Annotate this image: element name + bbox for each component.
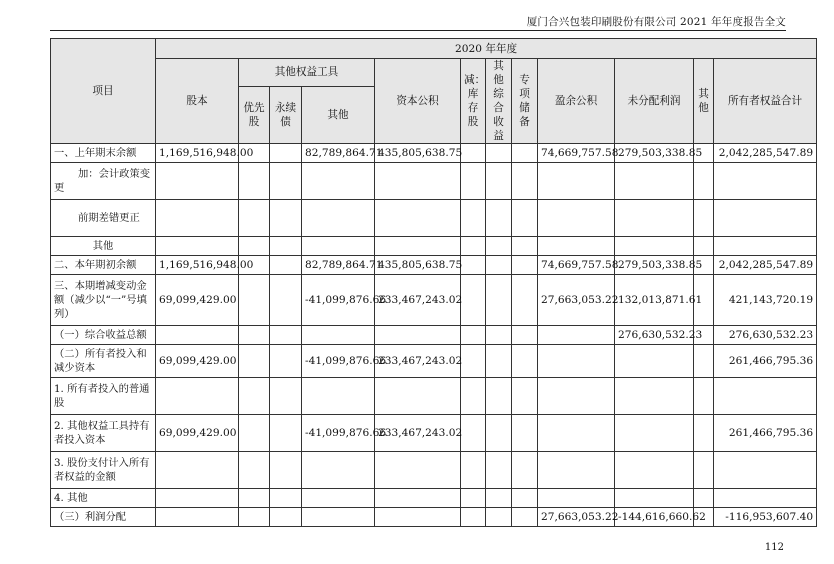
table-row bbox=[51, 508, 817, 527]
cell-treasury bbox=[461, 144, 486, 163]
cell-perpetual bbox=[270, 163, 302, 200]
cell-oci bbox=[486, 345, 512, 378]
cell-retained bbox=[615, 237, 694, 256]
year-title: 2020 年年度 bbox=[156, 39, 817, 59]
col-retained: 未分配利润 bbox=[615, 59, 694, 144]
cell-retained bbox=[615, 489, 694, 508]
cell-special bbox=[512, 508, 538, 527]
cell-capital-reserve bbox=[375, 163, 461, 200]
cell-oci bbox=[486, 275, 512, 326]
cell-other bbox=[694, 200, 714, 237]
cell-capital bbox=[156, 489, 239, 508]
page-number: 112 bbox=[764, 542, 784, 553]
cell-treasury bbox=[461, 378, 486, 415]
cell-other bbox=[694, 237, 714, 256]
cell-oci bbox=[486, 508, 512, 527]
cell-oci bbox=[486, 144, 512, 163]
row-label: 4. 其他 bbox=[51, 489, 156, 508]
cell-surplus bbox=[538, 489, 615, 508]
cell-special bbox=[512, 144, 538, 163]
row-label: （三）利润分配 bbox=[51, 508, 156, 527]
cell-other-equity-other: 82,789,864.71 bbox=[302, 256, 375, 275]
cell-capital bbox=[156, 452, 239, 489]
table-row bbox=[51, 275, 817, 326]
cell-retained: 276,630,532.23 bbox=[615, 326, 694, 345]
cell-perpetual bbox=[270, 256, 302, 275]
cell-special bbox=[512, 256, 538, 275]
cell-other-equity-other bbox=[302, 378, 375, 415]
col-perpetual: 永续债 bbox=[270, 86, 302, 143]
cell-capital-reserve: 435,805,638.75 bbox=[375, 144, 461, 163]
cell-capital-reserve: 233,467,243.02 bbox=[375, 275, 461, 326]
cell-oci bbox=[486, 237, 512, 256]
table-row bbox=[51, 489, 817, 508]
cell-retained: 279,503,338.85 bbox=[615, 144, 694, 163]
cell-other-equity-other: -41,099,876.66 bbox=[302, 345, 375, 378]
cell-other-equity-other bbox=[302, 508, 375, 527]
cell-other bbox=[694, 415, 714, 452]
cell-total bbox=[714, 378, 817, 415]
row-label: 3. 股份支付计入所有者权益的金额 bbox=[51, 452, 156, 489]
cell-special bbox=[512, 200, 538, 237]
cell-oci bbox=[486, 326, 512, 345]
cell-perpetual bbox=[270, 237, 302, 256]
cell-treasury bbox=[461, 345, 486, 378]
cell-retained: 279,503,338.85 bbox=[615, 256, 694, 275]
cell-perpetual bbox=[270, 508, 302, 527]
cell-surplus: 74,669,757.58 bbox=[538, 144, 615, 163]
cell-total: 276,630,532.23 bbox=[714, 326, 817, 345]
cell-other-equity-other: -41,099,876.66 bbox=[302, 415, 375, 452]
cell-special bbox=[512, 452, 538, 489]
row-label: 一、上年期末余额 bbox=[51, 144, 156, 163]
cell-other bbox=[694, 489, 714, 508]
table-row bbox=[51, 452, 817, 489]
cell-other-equity-other: 82,789,864.71 bbox=[302, 144, 375, 163]
cell-preferred bbox=[239, 378, 270, 415]
cell-treasury bbox=[461, 275, 486, 326]
cell-total bbox=[714, 237, 817, 256]
row-label: 三、本期增减变动金额（减少以“一”号填列） bbox=[51, 275, 156, 326]
cell-capital: 1,169,516,948.00 bbox=[156, 256, 239, 275]
cell-retained: 132,013,871.61 bbox=[615, 275, 694, 326]
cell-retained bbox=[615, 345, 694, 378]
cell-other-equity-other bbox=[302, 326, 375, 345]
cell-preferred bbox=[239, 415, 270, 452]
cell-surplus bbox=[538, 378, 615, 415]
col-total: 所有者权益合计 bbox=[714, 59, 817, 144]
cell-treasury bbox=[461, 452, 486, 489]
cell-other bbox=[694, 163, 714, 200]
cell-other-equity-other bbox=[302, 200, 375, 237]
cell-surplus bbox=[538, 452, 615, 489]
cell-surplus bbox=[538, 345, 615, 378]
cell-retained bbox=[615, 452, 694, 489]
cell-preferred bbox=[239, 200, 270, 237]
cell-other bbox=[694, 378, 714, 415]
cell-capital-reserve bbox=[375, 508, 461, 527]
cell-oci bbox=[486, 200, 512, 237]
cell-preferred bbox=[239, 275, 270, 326]
item-header: 项目 bbox=[51, 39, 156, 144]
cell-capital-reserve bbox=[375, 237, 461, 256]
cell-oci bbox=[486, 489, 512, 508]
cell-capital-reserve: 233,467,243.02 bbox=[375, 345, 461, 378]
cell-special bbox=[512, 326, 538, 345]
table-row bbox=[51, 237, 817, 256]
cell-oci bbox=[486, 163, 512, 200]
cell-retained bbox=[615, 415, 694, 452]
cell-preferred bbox=[239, 163, 270, 200]
cell-preferred bbox=[239, 345, 270, 378]
cell-capital-reserve bbox=[375, 489, 461, 508]
cell-retained bbox=[615, 163, 694, 200]
table-row bbox=[51, 415, 817, 452]
cell-total: 421,143,720.19 bbox=[714, 275, 817, 326]
cell-treasury bbox=[461, 256, 486, 275]
cell-perpetual bbox=[270, 345, 302, 378]
cell-capital-reserve: 435,805,638.75 bbox=[375, 256, 461, 275]
cell-surplus bbox=[538, 200, 615, 237]
cell-oci bbox=[486, 415, 512, 452]
col-treasury: 减：库存股 bbox=[461, 59, 486, 144]
cell-preferred bbox=[239, 489, 270, 508]
row-label: 2. 其他权益工具持有者投入资本 bbox=[51, 415, 156, 452]
col-other-equity-other: 其他 bbox=[302, 86, 375, 143]
cell-perpetual bbox=[270, 452, 302, 489]
cell-oci bbox=[486, 256, 512, 275]
col-capital: 股本 bbox=[156, 59, 239, 144]
cell-special bbox=[512, 163, 538, 200]
row-label: 1. 所有者投入的普通股 bbox=[51, 378, 156, 415]
cell-total: 261,466,795.36 bbox=[714, 345, 817, 378]
table-row bbox=[51, 200, 817, 237]
cell-treasury bbox=[461, 326, 486, 345]
cell-total bbox=[714, 163, 817, 200]
cell-perpetual bbox=[270, 200, 302, 237]
cell-other-equity-other bbox=[302, 452, 375, 489]
cell-surplus: 27,663,053.22 bbox=[538, 275, 615, 326]
cell-perpetual bbox=[270, 275, 302, 326]
cell-surplus: 27,663,053.22 bbox=[538, 508, 615, 527]
cell-perpetual bbox=[270, 144, 302, 163]
col-capital-reserve: 资本公积 bbox=[375, 59, 461, 144]
cell-retained bbox=[615, 378, 694, 415]
cell-capital bbox=[156, 163, 239, 200]
cell-capital-reserve: 233,467,243.02 bbox=[375, 415, 461, 452]
row-label: （一）综合收益总额 bbox=[51, 326, 156, 345]
cell-other-equity-other bbox=[302, 237, 375, 256]
header-rule bbox=[50, 30, 786, 31]
cell-surplus bbox=[538, 415, 615, 452]
cell-capital bbox=[156, 508, 239, 527]
cell-surplus: 74,669,757.58 bbox=[538, 256, 615, 275]
cell-perpetual bbox=[270, 378, 302, 415]
cell-other-equity-other: -41,099,876.66 bbox=[302, 275, 375, 326]
table-row bbox=[51, 144, 817, 163]
cell-preferred bbox=[239, 326, 270, 345]
cell-treasury bbox=[461, 163, 486, 200]
table-row bbox=[51, 256, 817, 275]
cell-capital: 1,169,516,948.00 bbox=[156, 144, 239, 163]
cell-total: -116,953,607.40 bbox=[714, 508, 817, 527]
cell-capital-reserve bbox=[375, 378, 461, 415]
cell-total: 2,042,285,547.89 bbox=[714, 256, 817, 275]
cell-capital bbox=[156, 326, 239, 345]
cell-perpetual bbox=[270, 326, 302, 345]
equity-changes-table bbox=[50, 38, 817, 527]
row-label: 二、本年期初余额 bbox=[51, 256, 156, 275]
cell-other bbox=[694, 452, 714, 489]
cell-capital: 69,099,429.00 bbox=[156, 415, 239, 452]
cell-capital: 69,099,429.00 bbox=[156, 345, 239, 378]
table-row bbox=[51, 163, 817, 200]
cell-surplus bbox=[538, 237, 615, 256]
cell-surplus bbox=[538, 163, 615, 200]
cell-total bbox=[714, 489, 817, 508]
cell-special bbox=[512, 378, 538, 415]
cell-oci bbox=[486, 452, 512, 489]
cell-perpetual bbox=[270, 489, 302, 508]
cell-special bbox=[512, 237, 538, 256]
cell-capital bbox=[156, 237, 239, 256]
cell-retained: -144,616,660.62 bbox=[615, 508, 694, 527]
row-label: 加：会计政策变更 bbox=[51, 163, 156, 200]
cell-special bbox=[512, 345, 538, 378]
col-special: 专项储备 bbox=[512, 59, 538, 144]
cell-preferred bbox=[239, 237, 270, 256]
table-row bbox=[51, 326, 817, 345]
row-label: 前期差错更正 bbox=[51, 200, 156, 237]
col-oci: 其他综合收益 bbox=[486, 59, 512, 144]
cell-other-equity-other bbox=[302, 489, 375, 508]
col-surplus: 盈余公积 bbox=[538, 59, 615, 144]
cell-total: 2,042,285,547.89 bbox=[714, 144, 817, 163]
col-other-equity-group: 其他权益工具 bbox=[239, 59, 375, 87]
col-other: 其他 bbox=[694, 59, 714, 144]
cell-preferred bbox=[239, 508, 270, 527]
table-body bbox=[51, 144, 817, 527]
cell-total: 261,466,795.36 bbox=[714, 415, 817, 452]
table-row bbox=[51, 345, 817, 378]
cell-capital bbox=[156, 378, 239, 415]
cell-total bbox=[714, 200, 817, 237]
cell-capital-reserve bbox=[375, 326, 461, 345]
row-label: （二）所有者投入和减少资本 bbox=[51, 345, 156, 378]
table-header bbox=[51, 39, 817, 144]
cell-treasury bbox=[461, 508, 486, 527]
cell-other-equity-other bbox=[302, 163, 375, 200]
cell-treasury bbox=[461, 200, 486, 237]
cell-treasury bbox=[461, 237, 486, 256]
cell-retained bbox=[615, 200, 694, 237]
cell-special bbox=[512, 275, 538, 326]
table-row bbox=[51, 378, 817, 415]
cell-surplus bbox=[538, 326, 615, 345]
row-label: 其他 bbox=[51, 237, 156, 256]
col-preferred: 优先股 bbox=[239, 86, 270, 143]
cell-capital bbox=[156, 200, 239, 237]
cell-treasury bbox=[461, 489, 486, 508]
cell-oci bbox=[486, 378, 512, 415]
cell-treasury bbox=[461, 415, 486, 452]
cell-special bbox=[512, 415, 538, 452]
cell-special bbox=[512, 489, 538, 508]
cell-other bbox=[694, 345, 714, 378]
cell-capital-reserve bbox=[375, 452, 461, 489]
cell-total bbox=[714, 452, 817, 489]
cell-capital: 69,099,429.00 bbox=[156, 275, 239, 326]
page-header: 厦门合兴包装印刷股份有限公司 2021 年年度报告全文 bbox=[526, 16, 786, 28]
cell-capital-reserve bbox=[375, 200, 461, 237]
cell-perpetual bbox=[270, 415, 302, 452]
cell-preferred bbox=[239, 452, 270, 489]
